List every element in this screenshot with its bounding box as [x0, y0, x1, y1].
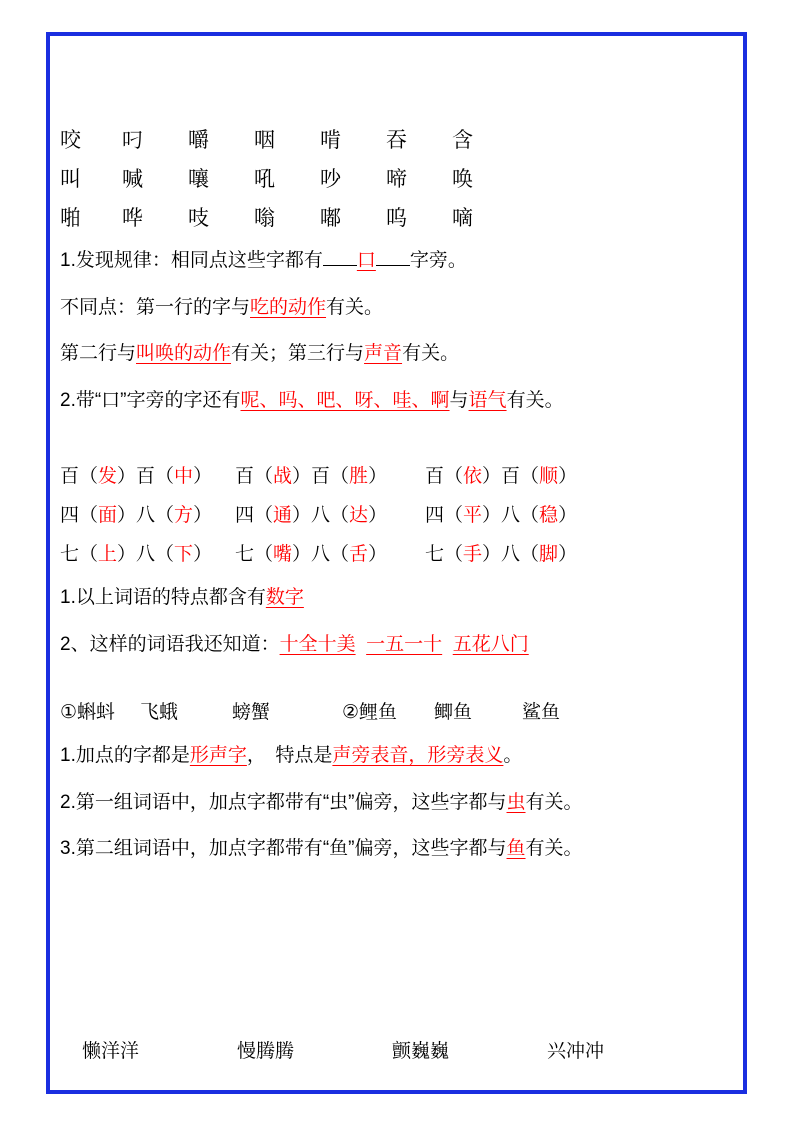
section2-question-1: [60, 584, 733, 613]
idiom-row: [60, 545, 733, 564]
q2-suffix: 有关。: [326, 296, 384, 318]
q1-prefix: 1.发现规律：相同点这些字都有: [60, 250, 323, 271]
char-cell: 呜: [386, 207, 408, 230]
idiom-text: 七（: [60, 544, 99, 565]
idiom-text: ）: [558, 466, 578, 487]
char-cell: 嘀: [452, 207, 474, 230]
idiom-text: ）百（: [117, 466, 175, 487]
idiom-answer: 顺: [539, 466, 559, 487]
idiom-answer: 手: [463, 544, 483, 565]
char-cell: 咽: [254, 129, 276, 152]
s3q2-suffix: 有关。: [525, 791, 583, 813]
q3-answer-1: 叫唤的动作: [136, 343, 232, 364]
bottom-word: 兴冲冲: [547, 1041, 605, 1062]
char-cell: 喊: [122, 168, 144, 191]
q4-answer-1: 呢、吗、吧、呀、哇、啊: [240, 389, 450, 411]
s3q3-prefix: 3.第二组词语中，加点字都带有“鱼”偏旁，这些字都与: [60, 838, 507, 859]
q3-answer-2: 声音: [364, 343, 403, 364]
worksheet-content: [38, 34, 755, 864]
idiom-text: ）: [193, 505, 213, 526]
question-3-line: [60, 340, 733, 369]
word-item: 鲨鱼: [522, 702, 561, 723]
section3-question-2: [60, 789, 733, 818]
char-cell: 啃: [320, 129, 342, 152]
idiom-group: [235, 545, 425, 564]
idiom-text: 七（: [425, 544, 464, 565]
idiom-answer: 战: [273, 466, 293, 487]
word-item: ①蝌蚪: [60, 702, 116, 723]
idiom-answer: 舌: [349, 544, 369, 565]
char-cell: 吵: [320, 168, 342, 191]
s2q2-answer-2: 一五一十: [366, 633, 443, 655]
s3q1-mid: ， 特点是: [246, 745, 333, 766]
idiom-group: [60, 506, 235, 525]
idiom-answer: 达: [349, 505, 369, 526]
s3q1-prefix: 1.加点的字都是: [60, 745, 190, 766]
q3-prefix: 第二行与: [60, 343, 137, 364]
s2q2-prefix: 2、这样的词语我还知道：: [60, 633, 280, 655]
idiom-text: ）: [368, 544, 388, 565]
word-item: ②鲤鱼: [342, 702, 398, 723]
char-cell: 叼: [122, 129, 144, 152]
bottom-word: 慢腾腾: [237, 1041, 295, 1062]
question-4-line: [60, 387, 733, 416]
q3-suffix: 有关。: [402, 343, 460, 364]
section2-question-2: [60, 631, 733, 660]
idiom-text: ）百（: [482, 466, 540, 487]
char-cell: 嚼: [188, 129, 210, 152]
idiom-text: ）: [558, 544, 578, 565]
question-1-line: [60, 247, 733, 276]
char-cell: 吼: [254, 168, 276, 191]
s3q1-suffix: 。: [503, 745, 523, 766]
idiom-answer: 下: [174, 544, 194, 565]
idiom-group: [235, 467, 425, 486]
bottom-word: 颤巍巍: [392, 1041, 450, 1062]
idiom-answer: 方: [174, 505, 194, 526]
q2-answer: 吃的动作: [250, 296, 327, 318]
s3q2-prefix: 2.第一组词语中，加点字都带有“虫”偏旁，这些字都与: [60, 791, 507, 813]
bottom-word-row: [82, 1036, 702, 1063]
char-cell: 吞: [386, 129, 408, 152]
char-cell: 嗡: [254, 207, 276, 230]
idiom-text: ）八（: [482, 505, 540, 526]
char-row: [60, 130, 733, 151]
bottom-word: 懒洋洋: [82, 1041, 140, 1062]
idiom-answer: 胜: [349, 466, 369, 487]
idiom-text: ）八（: [292, 544, 350, 565]
s3q1-answer-2: 声旁表音，形旁表义: [332, 745, 504, 766]
idiom-answer: 上: [98, 544, 118, 565]
char-row: [60, 208, 733, 229]
idiom-row: [60, 467, 733, 486]
q4-suffix: 有关。: [506, 389, 564, 411]
char-cell: 嘟: [320, 207, 342, 230]
q4-answer-2: 语气: [468, 389, 507, 411]
idiom-answer: 依: [463, 466, 483, 487]
idiom-answer: 中: [174, 466, 194, 487]
question-2-line: [60, 294, 733, 323]
q3-mid: 有关；第三行与: [231, 343, 365, 364]
idiom-answer: 脚: [539, 544, 559, 565]
q1-answer: 口: [356, 250, 376, 271]
q2-prefix: 不同点：第一行的字与: [60, 296, 251, 318]
idiom-text: ）百（: [292, 466, 350, 487]
idiom-answer: 面: [98, 505, 118, 526]
idiom-group: [425, 545, 600, 564]
section3-question-3: [60, 835, 733, 864]
idiom-text: ）: [193, 466, 213, 487]
char-cell: 吱: [188, 207, 210, 230]
idiom-answer: 平: [463, 505, 483, 526]
idiom-text: 四（: [60, 505, 99, 526]
word-row: [60, 703, 733, 722]
word-item: 飞蛾: [140, 702, 179, 723]
idiom-text: 四（: [235, 505, 274, 526]
s3q1-answer-1: 形声字: [189, 745, 247, 766]
idiom-text: ）八（: [117, 544, 175, 565]
s3q2-answer: 虫: [506, 791, 526, 813]
idiom-text: ）: [368, 505, 388, 526]
char-cell: 啪: [60, 207, 82, 230]
idiom-text: ）: [558, 505, 578, 526]
s2q2-answer-3: 五花八门: [452, 633, 529, 655]
idiom-text: ）八（: [292, 505, 350, 526]
idiom-group: [425, 506, 600, 525]
q4-prefix: 2.带“口”字旁的字还有: [60, 389, 241, 411]
s3q3-answer: 鱼: [506, 838, 526, 859]
idiom-answer: 发: [98, 466, 118, 487]
char-cell: 叫: [60, 168, 82, 191]
char-cell: 啼: [386, 168, 408, 191]
idiom-text: ）: [193, 544, 213, 565]
s2q1-prefix: 1.以上词语的特点都含有: [60, 587, 266, 608]
idiom-answer: 稳: [539, 505, 559, 526]
idiom-answer: 通: [273, 505, 293, 526]
idiom-text: 百（: [425, 466, 464, 487]
s3q3-suffix: 有关。: [525, 838, 583, 859]
q1-suffix: 字旁。: [409, 250, 467, 271]
idiom-group: [235, 506, 425, 525]
idiom-text: ）: [368, 466, 388, 487]
char-cell: 嚷: [188, 168, 210, 191]
q4-mid: 与: [449, 389, 469, 411]
idiom-text: 四（: [425, 505, 464, 526]
idiom-row: [60, 506, 733, 525]
idiom-text: ）八（: [117, 505, 175, 526]
idiom-group: [60, 545, 235, 564]
char-cell: 咬: [60, 129, 82, 152]
idiom-text: ）八（: [482, 544, 540, 565]
idiom-text: 七（: [235, 544, 274, 565]
idiom-group: [425, 467, 600, 486]
char-cell: 哗: [122, 207, 144, 230]
char-cell: 含: [452, 129, 474, 152]
word-item: 螃蟹: [232, 702, 271, 723]
s2q2-answer-1: 十全十美: [279, 633, 356, 655]
s2q1-answer: 数字: [265, 587, 304, 608]
idiom-text: 百（: [235, 466, 274, 487]
idiom-group: [60, 467, 235, 486]
char-cell: 唤: [452, 168, 474, 191]
section3-question-1: [60, 742, 733, 771]
idiom-answer: 嘴: [273, 544, 293, 565]
idiom-text: 百（: [60, 466, 99, 487]
word-item: 鲫鱼: [434, 702, 473, 723]
char-row: [60, 169, 733, 190]
